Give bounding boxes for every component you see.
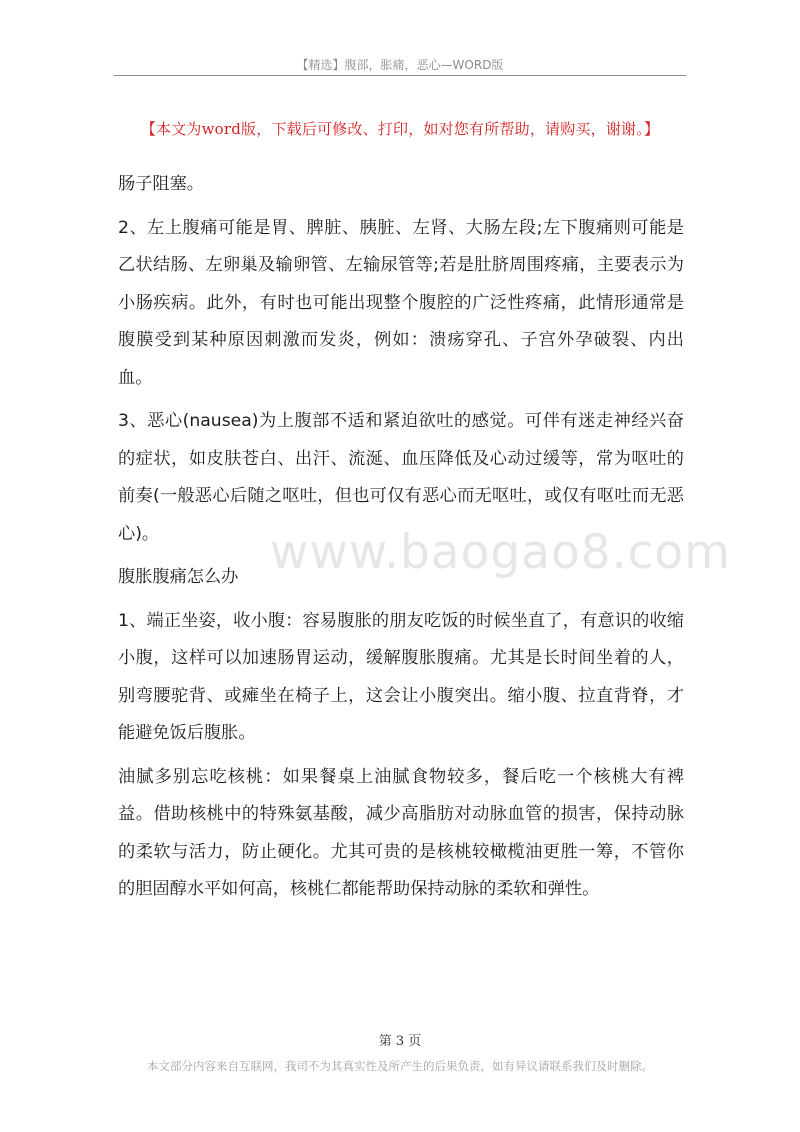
header-divider — [114, 75, 686, 76]
paragraph-5: 油腻多别忘吃核桃：如果餐桌上油腻食物较多，餐后吃一个核桃大有裨益。借助核桃中的特殊氨基酸，减少高脂肪对动脉血管的损害，保持动脉的柔软与活力，防止硬化。尤其可贵的是核桃较橄榄油更胜一筹，不管你的胆固醇水平如何高，核桃仁都能帮助保持动脉的柔软和弹性。 — [118, 766, 684, 899]
page-number: 第 3 页 — [378, 1034, 422, 1049]
document-header: 【精选】腹部，胀痛，恶心—WORD版 — [296, 58, 504, 72]
paragraph-4: 1、端正坐姿，收小腹：容易腹胀的朋友吃饭的时候坐直了，有意识的收缩小腹，这样可以加速肠胃运动，缓解腹胀腹痛。尤其是长时间坐着的人，别弯腰驼背、或瘫坐在椅子上，这会让小腹突出。缩小腹、拉直背脊，才能避免饭后腹胀。 — [118, 610, 684, 743]
download-notice: 【本文为word版，下载后可修改、打印，如对您有所帮助，请购买，谢谢。】 — [140, 120, 660, 138]
watermark: www.baogao8.com — [270, 525, 731, 580]
section-heading: 腹胀腹痛怎么办 — [118, 567, 239, 587]
paragraph-2: 2、左上腹痛可能是胃、脾脏、胰脏、左肾、大肠左段;左下腹痛则可能是乙状结肠、左卵巢及输卵管、左输尿管等;若是肚脐周围疼痛，主要表示为小肠疾病。此外，有时也可能出现整个腹腔的广泛性疼痛，此情形通常是腹膜受到某种原因刺激而发炎，例如：溃疡穿孔、子宫外孕破裂、内出血。 — [118, 217, 684, 388]
footer-disclaimer: 本文部分内容来自互联网，我司不为其真实性及所产生的后果负责，如有异议请联系我们及时删除。 — [147, 1059, 653, 1073]
paragraph-3: 3、恶心(nausea)为上腹部不适和紧迫欲吐的感觉。可伴有迷走神经兴奋的症状，如皮肤苍白、出汗、流涎、血压降低及心动过缓等，常为呕吐的前奏(一般恶心后随之呕吐，但也可仅有恶心而无呕吐，或仅有呕吐而无恶心)。 — [118, 411, 684, 544]
paragraph-1: 肠子阻塞。 — [118, 174, 204, 194]
